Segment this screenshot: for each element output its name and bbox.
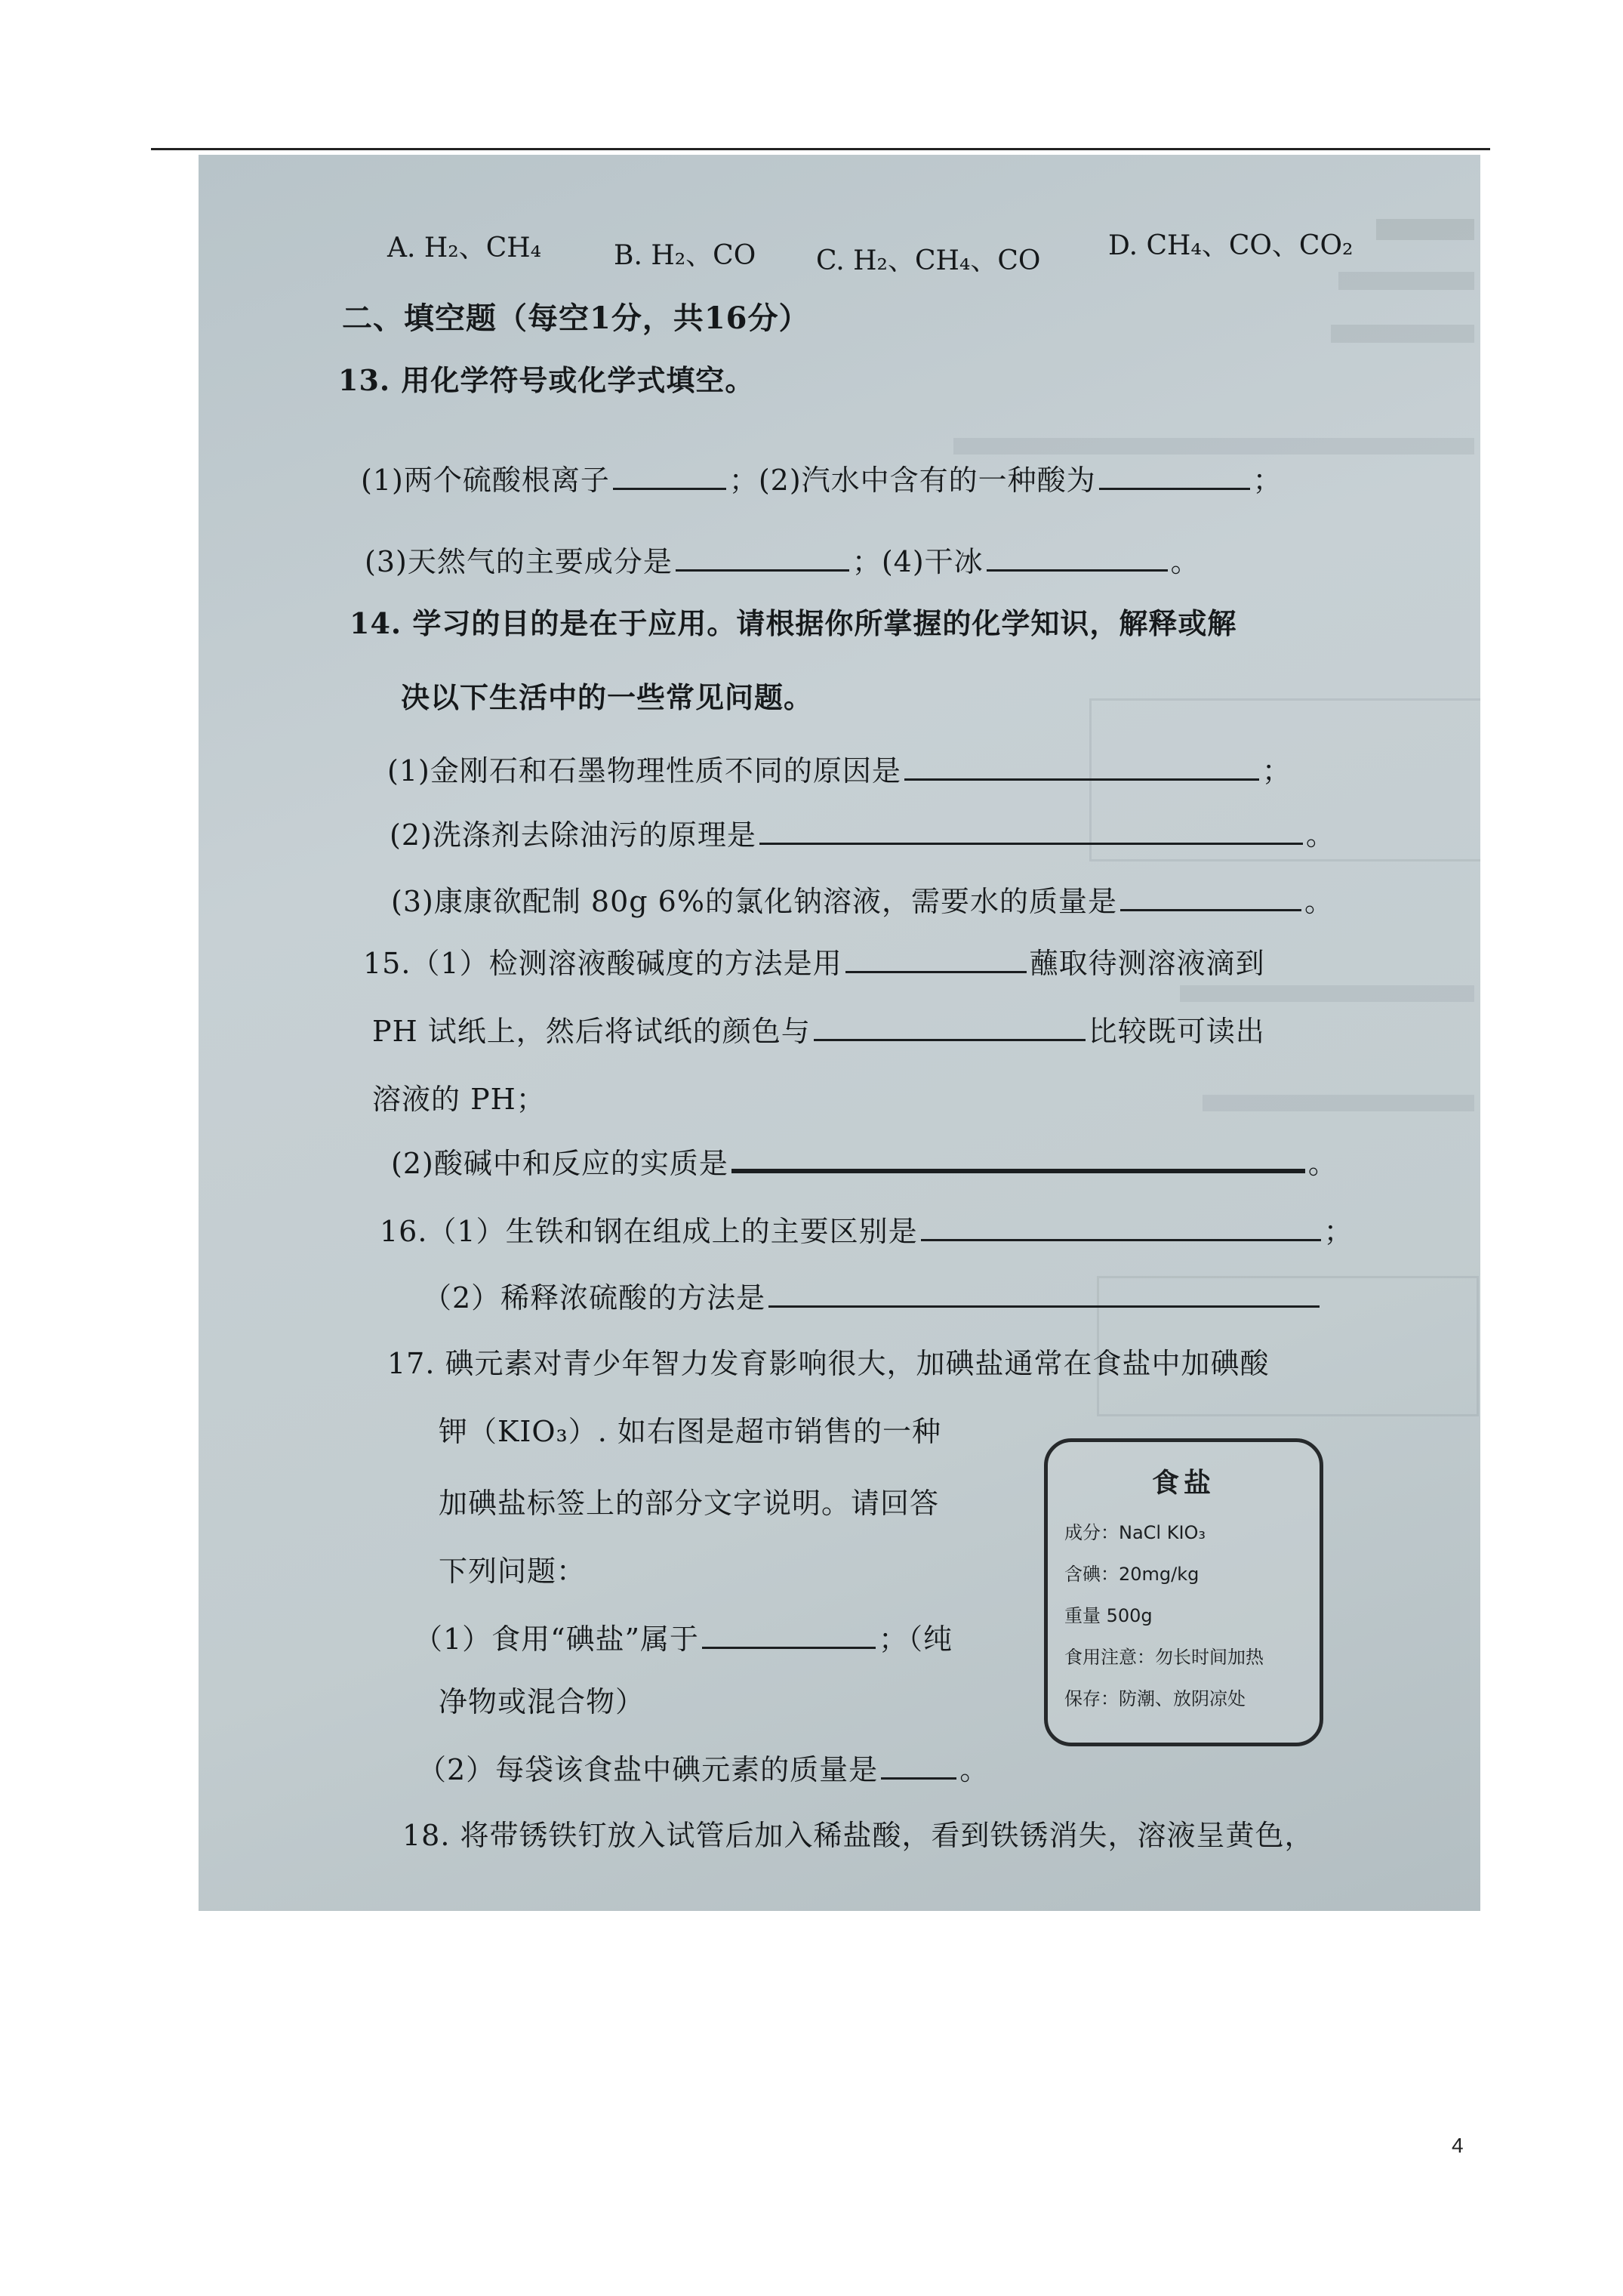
q17-line1: 17. 碘元素对青少年智力发育影响很大，加碘盐通常在食盐中加碘酸 [387,1347,1270,1380]
answer-blank[interactable] [613,462,726,490]
q16-line1 [380,1208,1354,1250]
q14-part2-text: (2)洗涤剂去除油污的原理是 [390,818,756,852]
answer-blank[interactable] [921,1213,1321,1241]
q17-line5 [414,1616,953,1657]
q17-line3: 加碘盐标签上的部分文字说明。请回答 [439,1487,940,1520]
q13-stem: 13. 用化学符号或化学式填空。 [338,363,755,397]
salt-label-title: 食盐 [1151,1467,1215,1499]
answer-blank[interactable] [759,817,1303,845]
q17-part2-text: ；（纯 [879,1623,953,1656]
answer-blank[interactable] [676,544,849,572]
q17-line6: 净物或混合物） [439,1685,645,1718]
q13-line2 [365,538,1200,580]
answer-blank[interactable] [731,1143,1305,1173]
q13-line1 [361,457,1283,498]
q15-line4 [391,1140,1338,1182]
answer-blank[interactable] [768,1280,1320,1308]
q17-line4: 下列问题： [439,1555,587,1588]
q18-line1: 18. 将带锈铁钉放入试管后加入稀盐酸，看到铁锈消失，溶液呈黄色， [402,1819,1314,1852]
page-number: 4 [1452,2134,1464,2157]
q15-line2 [372,1008,1265,1049]
q13-part2-text: ；(2)汽水中含有的一种酸为 [728,464,1096,497]
punct: 。 [1304,885,1334,918]
q14-part1-text: (1)金刚石和石墨物理性质不同的原因是 [387,754,901,787]
q15-line1 [363,940,1265,982]
salt-label-iodine: 含碘：20mg/kg [1064,1564,1200,1585]
q16-part2-text: （2）稀释浓硫酸的方法是 [423,1281,766,1314]
header-rule [151,148,1490,150]
option-d: D. CH₄、CO、CO₂ [1108,230,1354,261]
answer-blank[interactable] [1099,462,1250,490]
q17-line7 [417,1746,989,1788]
q13-part4-text: ；(4)干冰 [852,545,984,578]
q14-part3-text: (3)康康欲配制 80g 6%的氯化钠溶液，需要水的质量是 [391,885,1117,918]
q13-part1-text: (1)两个硫酸根离子 [361,464,610,497]
section-title: 二、填空题（每空1分，共16分） [342,300,810,336]
punct: ； [1323,1215,1354,1248]
salt-label-figure [1044,1438,1323,1746]
option-b: B. H₂、CO [614,240,756,271]
punct: 。 [959,1753,990,1786]
q17-part1-text: （1）食用“碘盐”属于 [414,1623,700,1656]
option-c: C. H₂、CH₄、CO [816,245,1041,276]
salt-label-weight: 重量 500g [1064,1605,1153,1626]
salt-label-ingredients: 成分：NaCl KIO₃ [1064,1522,1206,1543]
answer-blank[interactable] [1120,883,1301,911]
salt-label-storage: 保存：防潮、放阴凉处 [1064,1688,1246,1709]
punct: ； [1261,754,1292,787]
q15-part3-text: PH 试纸上，然后将试纸的颜色与 [372,1015,811,1048]
q16-line2 [423,1274,1323,1316]
q16-part1-text: 16.（1）生铁和钢在组成上的主要区别是 [380,1215,918,1248]
q14-stem-2: 决以下生活中的一些常见问题。 [401,680,814,714]
q14-stem-1: 14. 学习的目的是在于应用。请根据你所掌握的化学知识，解释或解 [350,606,1237,640]
q17-part3-text: （2）每袋该食盐中碘元素的质量是 [417,1753,879,1786]
q15-part4-text: 比较既可读出 [1088,1015,1265,1048]
q17-line2: 钾（KIO₃）. 如右图是超市销售的一种 [439,1415,941,1448]
q15-part5-text: (2)酸碱中和反应的实质是 [391,1147,728,1180]
answer-blank[interactable] [845,945,1027,973]
answer-blank[interactable] [702,1621,876,1649]
answer-blank[interactable] [814,1013,1086,1041]
q14-line1 [387,747,1292,789]
punct: ； [1252,464,1283,497]
q15-line3: 溶液的 PH； [372,1083,546,1116]
option-a: A. H₂、CH₄ [387,233,542,264]
scanned-exam-photo [199,155,1480,1911]
q14-line3 [391,878,1334,920]
salt-label-note: 食用注意：勿长时间加热 [1064,1647,1264,1668]
punct: 。 [1305,818,1335,852]
q14-line2 [390,812,1335,853]
q13-part3-text: (3)天然气的主要成分是 [365,545,673,578]
answer-blank[interactable] [987,544,1168,572]
q15-part2-text: 蘸取待测溶液滴到 [1029,947,1265,980]
q15-part1-text: 15.（1）检测溶液酸碱度的方法是用 [363,947,842,980]
answer-blank[interactable] [904,753,1259,781]
punct: 。 [1307,1147,1338,1180]
punct: 。 [1170,545,1200,578]
answer-blank[interactable] [881,1752,956,1780]
